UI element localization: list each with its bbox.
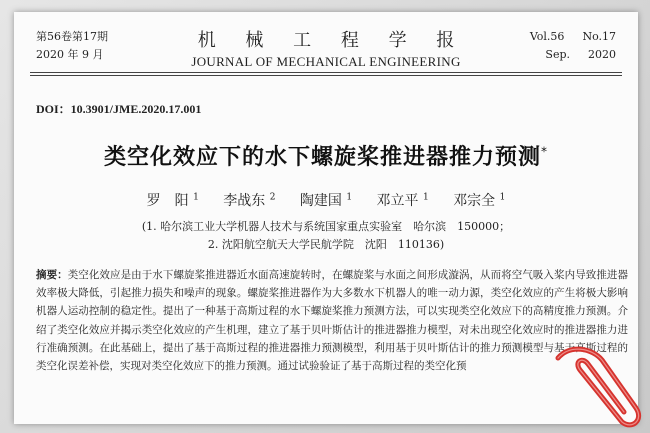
abstract-label: 摘要：	[36, 269, 68, 281]
author	[147, 193, 199, 209]
affiliation-1: (1. 哈尔滨工业大学机器人技术与系统国家重点实验室 哈尔滨 150000；	[141, 220, 511, 233]
month-en: Sep.	[545, 48, 570, 61]
author	[223, 193, 275, 209]
article-title	[14, 140, 638, 171]
journal-title-cn: 机 械 工 程 学 报	[197, 30, 467, 51]
date-cn: 2020 年 9 月	[36, 48, 104, 61]
affiliation-2: 2. 沈阳航空航天大学民航学院 沈阳 110136)	[207, 238, 445, 251]
author-name: 李战东	[223, 193, 266, 209]
author-affiliation-mark: 1	[423, 192, 429, 203]
abstract-text: 类空化效应是由于水下螺旋桨推进器近水面高速旋转时，在螺旋桨与水面之间形成漩涡，从而将空气吸入桨内导致推进器效率极大降低，引起推力损失和噪声的现象。螺旋桨推进器作为大多数水下机器人的唯一动力源，类空化效应的产生将极大影响机器人运动控制的稳定性。提出了一种基于高斯过程的水下螺旋桨推力预测方法，可以实现类空化效应下的高精度推力预测。介绍了类空化效应并揭示类空化效应的产生机理，建立了基于贝叶斯估计的推进器推力模型，对未出现空化效应时的推进器推力进行准确预测。在此基础上，提出了基于高斯过程的推进器推力预测模型，利用基于贝叶斯估计的推力预测模型与基于高斯过程的类空化误差补偿，实现对类空化效应下的推力预测。通过试验验证了基于高斯过程的类空化预	[36, 269, 628, 373]
year-en: 2020	[588, 48, 616, 61]
author-affiliation-mark: 2	[269, 192, 276, 203]
author-name: 邓立平	[376, 193, 419, 209]
header-rule-thick	[30, 72, 622, 73]
author-affiliation-mark: 1	[193, 192, 199, 203]
author-affiliation-mark: 1	[346, 192, 353, 203]
header-right	[512, 28, 616, 64]
doi: DOI：10.3901/JME.2020.17.001	[36, 102, 202, 116]
author-name: 邓宗全	[453, 193, 496, 209]
author	[377, 193, 429, 209]
author-list	[14, 190, 638, 210]
journal-title-en: JOURNAL OF MECHANICAL ENGINEERING	[191, 54, 461, 69]
issue-en: No.17	[582, 30, 616, 43]
paperclip-icon	[540, 330, 650, 433]
header-rule-thin	[30, 75, 622, 76]
volume-en: Vol.56	[529, 30, 565, 43]
volume-issue-cn: 第56卷第17期	[36, 30, 108, 43]
author	[453, 193, 505, 209]
author	[300, 193, 352, 209]
author-name: 陶建国	[299, 193, 342, 209]
author-name: 罗 阳	[146, 193, 189, 209]
article-title-text: 类空化效应下的水下螺旋桨推进器推力预测	[103, 145, 541, 170]
title-footnote-mark: *	[541, 144, 548, 159]
author-affiliation-mark: 1	[499, 192, 506, 203]
